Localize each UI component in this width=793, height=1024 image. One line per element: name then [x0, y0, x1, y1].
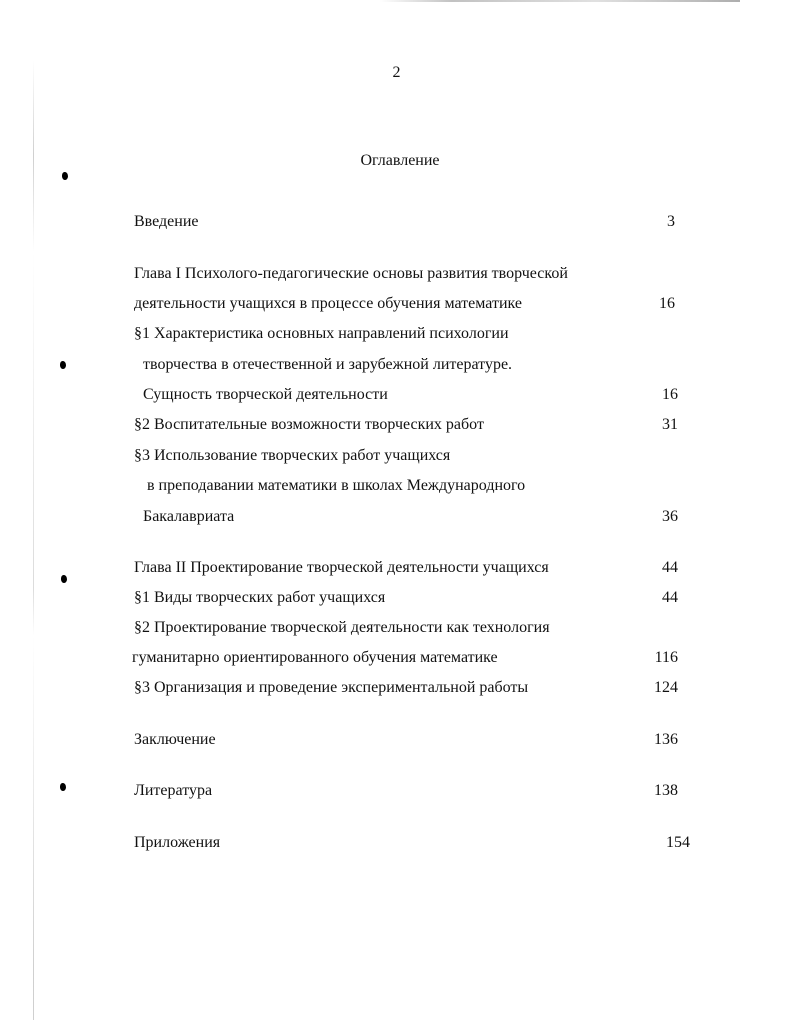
toc-entry-section-1-1 [0, 323, 793, 345]
scan-artifact-left-edge [33, 60, 34, 1020]
toc-entry-section-2-2-cont [0, 647, 793, 669]
toc-entry-page: 31 [662, 416, 678, 433]
toc-entry-text: §3 Использование творческих работ учащихся [134, 447, 451, 464]
toc-entry-text: деятельности учащихся в процессе обучения математике [134, 295, 522, 312]
toc-entry-text: §2 Воспитательные возможности творческих работ [134, 416, 484, 433]
toc-entry-page: 138 [654, 782, 678, 799]
toc-entry-text: Бакалавриата [143, 508, 235, 525]
toc-entry-chapter-1 [0, 263, 793, 285]
toc-entry-text: §2 Проектирование творческой деятельности как технология [134, 619, 550, 636]
toc-entry-section-1-3-cont [0, 506, 793, 528]
scan-artifact-top [380, 0, 740, 2]
toc-entry-text: Приложения [134, 834, 221, 851]
page-number: 2 [392, 64, 401, 81]
toc-entry-page: 116 [654, 649, 678, 666]
toc-entry-page: 36 [662, 508, 678, 525]
toc-entry-text: Введение [134, 213, 199, 230]
toc-entry-text: Заключение [134, 731, 216, 748]
toc-entry-page: 44 [662, 559, 678, 576]
toc-entry-page: 136 [654, 731, 678, 748]
toc-entry-text: Литература [134, 782, 213, 799]
toc-entry-page: 16 [662, 386, 678, 403]
toc-entry-page: 44 [662, 589, 678, 606]
toc-entry-bibliography [0, 780, 793, 802]
toc-entry-text: гуманитарно ориентированного обучения математике [132, 649, 498, 666]
toc-entry-text: §3 Организация и проведение экспериментальной работы [134, 679, 529, 696]
toc-entry-text: Глава II Проектирование творческой деятельности учащихся [134, 559, 549, 576]
toc-entry-text: §1 Характеристика основных направлений психологии [134, 325, 509, 342]
toc-entry-appendices [0, 832, 793, 854]
toc-entry-page: 154 [666, 834, 690, 851]
toc-entry-conclusion [0, 729, 793, 751]
toc-entry-section-1-1-cont [0, 384, 793, 406]
toc-entry-section-1-3 [0, 445, 793, 467]
toc-entry-text: Сущность творческой деятельности [143, 386, 388, 403]
toc-entry-page: 124 [654, 679, 678, 696]
toc-entry-chapter-1-cont [0, 293, 793, 315]
toc-entry-section-1-1-cont [0, 354, 793, 376]
toc-entry-section-1-2 [0, 414, 793, 436]
toc-entry-section-2-1 [0, 587, 793, 609]
toc-entry-section-1-3-cont [0, 475, 793, 497]
toc-entry-page: 3 [667, 213, 675, 230]
toc-entry-introduction [0, 211, 793, 233]
toc-entry-text: §1 Виды творческих работ учащихся [134, 589, 386, 606]
toc-entry-text: в преподавании математики в школах Международного [147, 477, 526, 494]
binding-hole-mark [62, 172, 68, 180]
toc-title: Оглавление [360, 152, 440, 169]
toc-entry-chapter-2 [0, 557, 793, 579]
toc-entry-section-2-2 [0, 617, 793, 639]
toc-entry-text: творчества в отечественной и зарубежной литературе. [143, 356, 513, 373]
toc-entry-page: 16 [659, 295, 675, 312]
toc-entry-section-2-3 [0, 677, 793, 699]
toc-entry-text: Глава I Психолого-педагогические основы развития творческой [134, 265, 568, 282]
